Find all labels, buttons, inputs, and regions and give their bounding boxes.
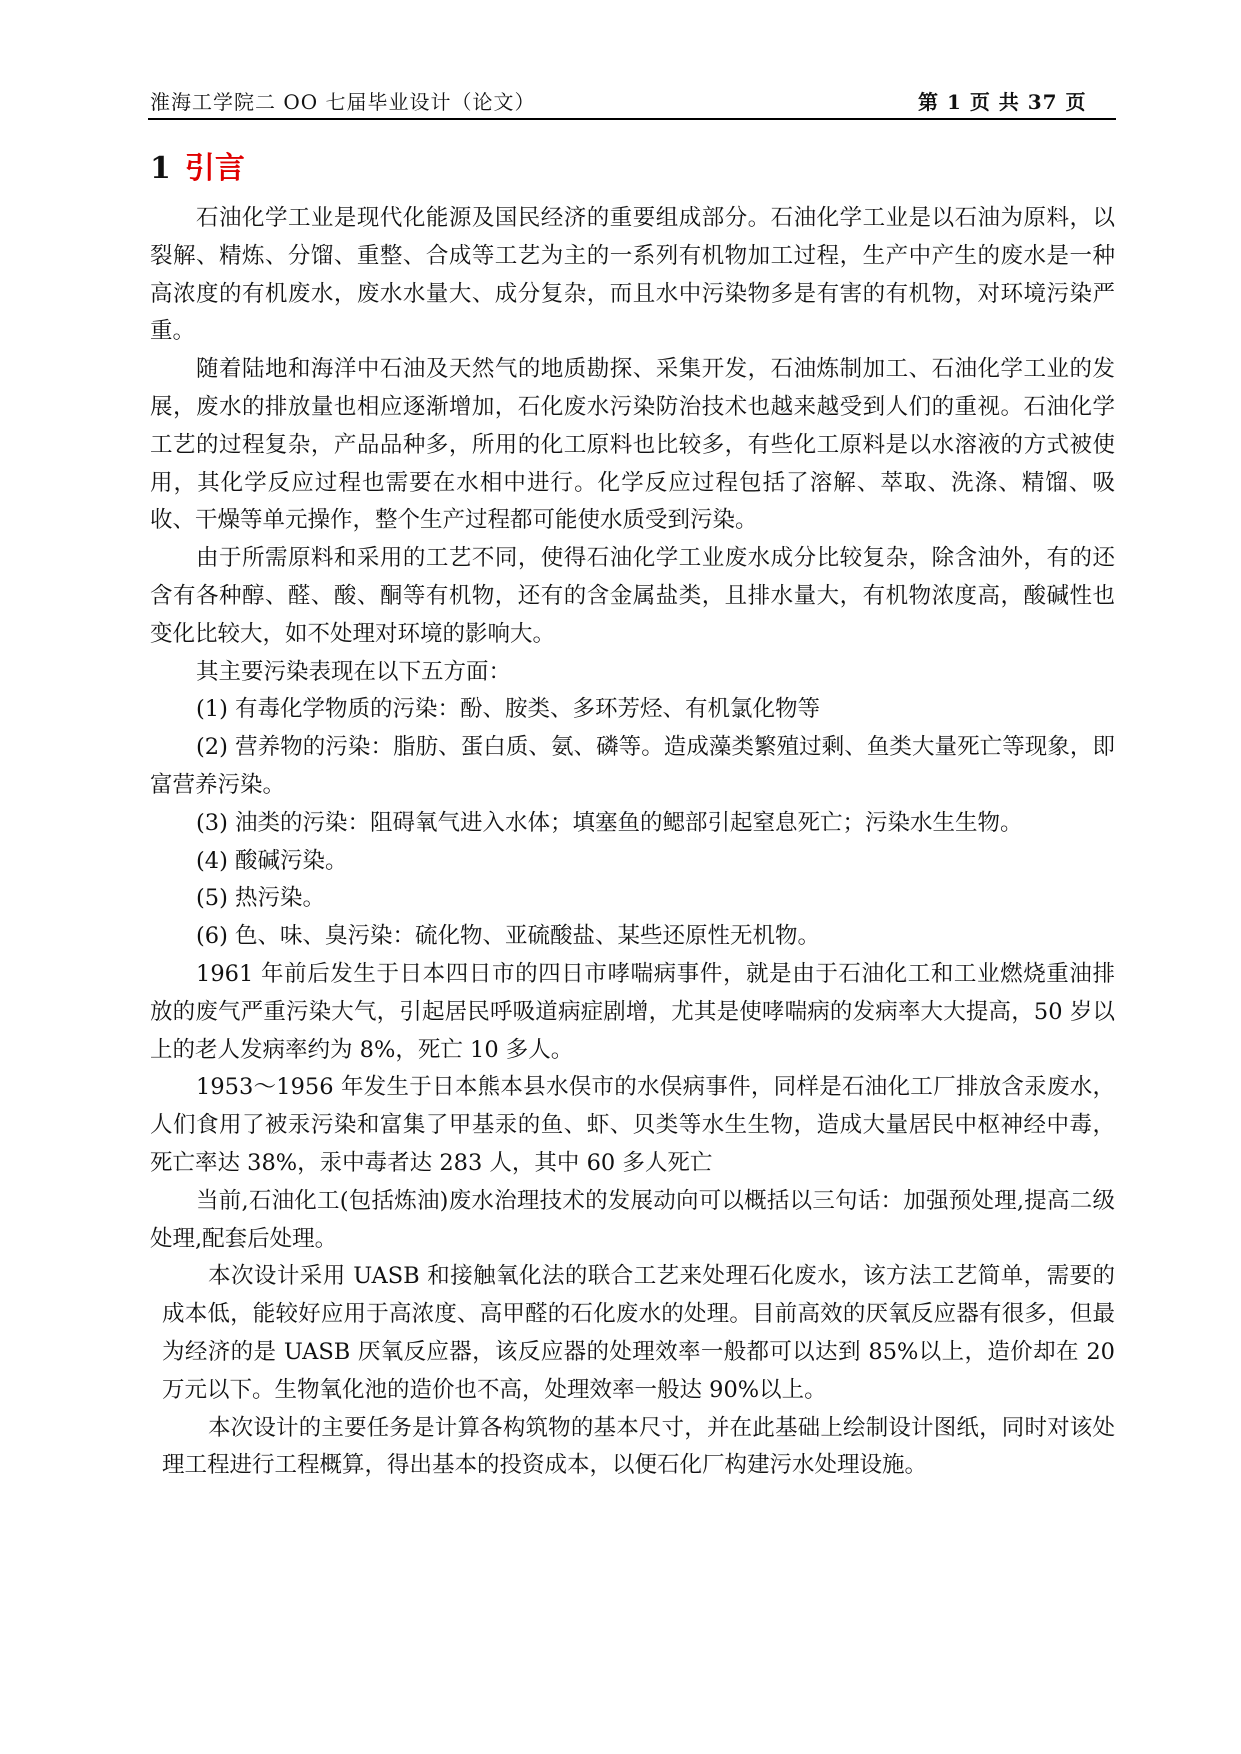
header-page-number: 第 1 页 共 37 页 [918,90,1087,114]
list-item: (2) 营养物的污染：脂肪、蛋白质、氨、磷等。造成藻类繁殖过剩、鱼类大量死亡等现象，即富营养污染。 [150,734,1115,798]
paragraph: 本次设计的主要任务是计算各构筑物的基本尺寸，并在此基础上绘制设计图纸，同时对该处理工程进行工程概算，得出基本的投资成本，以便石化厂构建污水处理设施。 [162,1414,1115,1479]
header-rule [148,118,1116,120]
section-heading [150,143,245,187]
paragraph: 随着陆地和海洋中石油及天然气的地质勘探、采集开发，石油炼制加工、石油化学工业的发展，废水的排放量也相应逐渐增加，石化废水污染防治技术也越来越受到人们的重视。石油化学工艺的过程复杂，产品品种多，所用的化工原料也比较多，有些化工原料是以水溶液的方式被使用，其化学反应过程也需要在水相中进行。化学反应过程包括了溶解、萃取、洗涤、精馏、吸收、干燥等单元操作，整个生产过程都可能使水质受到污染。 [150,356,1115,534]
paragraph: 石油化学工业是现代化能源及国民经济的重要组成部分。石油化学工业是以石油为原料，以裂解、精炼、分馏、重整、合成等工艺为主的一系列有机物加工过程，生产中产生的废水是一种高浓度的有机废水，废水水量大、成分复杂，而且水中污染物多是有害的有机物，对环境污染严重。 [150,205,1115,345]
list-item: (3) 油类的污染：阻碍氧气进入水体；填塞鱼的鳃部引起窒息死亡；污染水生生物。 [196,809,1023,836]
list-item: (4) 酸碱污染。 [196,847,348,874]
paragraph: 由于所需原料和采用的工艺不同，使得石油化学工业废水成分比较复杂，除含油外，有的还含有各种醇、醛、酸、酮等有机物，还有的含金属盐类，且排水量大，有机物浓度高，酸碱性也变化比较大，如不处理对环境的影响大。 [150,545,1115,647]
header-school-title: 淮海工学院二 OO 七届毕业设计（论文） [150,90,536,114]
paragraph: 1953～1956 年发生于日本熊本县水俣市的水俣病事件，同样是石油化工厂排放含汞废水，人们食用了被汞污染和富集了甲基汞的鱼、虾、贝类等水生生物，造成大量居民中枢神经中毒，死亡率达 38%，汞中毒者达 283 人，其中 60 多人死亡 [150,1074,1115,1176]
list-item: (1) 有毒化学物质的污染：酚、胺类、多环芳烃、有机氯化物等 [196,696,821,723]
paragraph: 其主要污染表现在以下五方面： [196,658,512,685]
body-text [150,200,1115,1485]
paragraph: 本次设计采用 UASB 和接触氧化法的联合工艺来处理石化废水，该方法工艺简单，需要的成本低，能较好应用于高浓度、高甲醛的石化废水的处理。目前高效的厌氧反应器有很多，但最为经济的是 UASB 厌氧反应器，该反应器的处理效率一般都可以达到 85%以上，造价却在 20 万元以下。生物氧化池的造价也不高，处理效率一般达 90%以上。 [162,1263,1115,1403]
section-number: 1 [150,151,171,186]
paragraph: 当前,石油化工(包括炼油)废水治理技术的发展动向可以概括以三句话：加强预处理,提高二级处理,配套后处理。 [150,1187,1115,1252]
page-header [150,86,1115,116]
list-item: (5) 热污染。 [196,885,326,912]
paragraph: 1961 年前后发生于日本四日市的四日市哮喘病事件，就是由于石油化工和工业燃烧重油排放的废气严重污染大气，引起居民呼吸道病症剧增，尤其是使哮喘病的发病率大大提高，50 岁以上的老人发病率约为 8%，死亡 10 多人。 [150,960,1115,1063]
section-title: 引言 [184,151,245,186]
list-item: (6) 色、味、臭污染：硫化物、亚硫酸盐、某些还原性无机物。 [196,923,821,950]
